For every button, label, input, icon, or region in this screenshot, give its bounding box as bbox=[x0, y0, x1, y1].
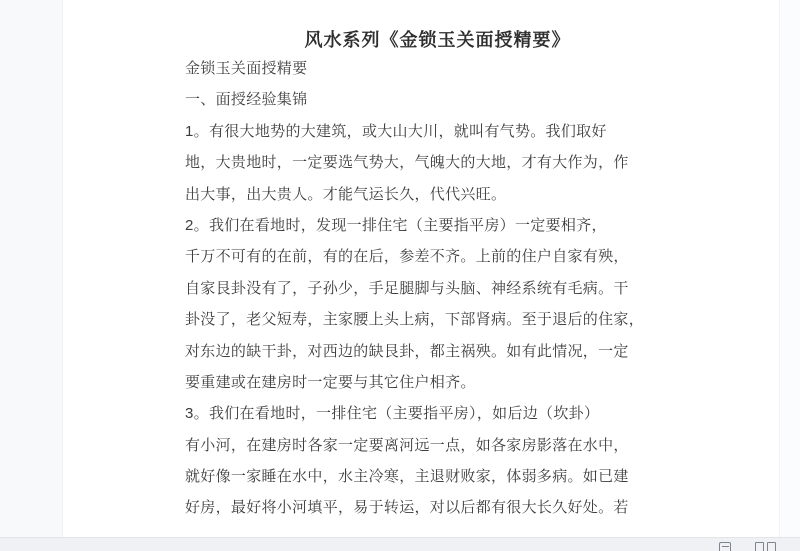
doc-line: 好房，最好将小河填平，易于转运，对以后都有很大长久好处。若 bbox=[185, 499, 629, 517]
doc-line: 要重建或在建房时一定要与其它住户相齐。 bbox=[185, 373, 476, 391]
doc-line: 金锁玉关面授精要 bbox=[185, 60, 308, 77]
doc-line: 就好像一家睡在水中，水主冷寒，主退财败家，体弱多病。如已建 bbox=[185, 468, 629, 486]
status-bar bbox=[0, 537, 800, 551]
doc-line: 1。有很大地势的大建筑，或大山大川，就叫有气势。我们取好 bbox=[185, 122, 607, 140]
doc-line: 千万不可有的在前，有的在后，参差不齐。上前的住户自家有殃， bbox=[185, 248, 629, 266]
doc-line: 有小河，在建房时各家一定要离河远一点，如各家房影落在水中， bbox=[185, 436, 629, 454]
doc-line: 3。我们在看地时，一排住宅（主要指平房），如后边（坎卦） bbox=[185, 405, 600, 423]
doc-line: 对东边的缺干卦，对西边的缺艮卦，都主祸殃。如有此情况，一定 bbox=[185, 342, 629, 360]
document-title: 风水系列《金锁玉关面授精要》 bbox=[304, 30, 571, 50]
doc-line: 卦没了，老父短寿，主家腰上头上病，下部肾病。至于退后的住家， bbox=[185, 311, 645, 329]
doc-line: 地，大贵地时，一定要选气势大，气魄大的大地，才有大作为，作 bbox=[185, 154, 629, 172]
side-panel bbox=[0, 0, 63, 537]
document-page bbox=[63, 0, 779, 537]
doc-line: 一、面授经验集锦 bbox=[185, 91, 308, 109]
doc-line: 出大事，出大贵人。才能气运长久，代代兴旺。 bbox=[185, 185, 507, 203]
doc-line: 2。我们在看地时，发现一排住宅（主要指平房）一定要相齐， bbox=[185, 216, 607, 234]
doc-line: 自家艮卦没有了，子孙少，手足腿脚与头脑、神经系统有毛病。干 bbox=[185, 279, 629, 297]
document-body bbox=[185, 53, 745, 524]
scrollbar-track[interactable] bbox=[779, 0, 800, 537]
